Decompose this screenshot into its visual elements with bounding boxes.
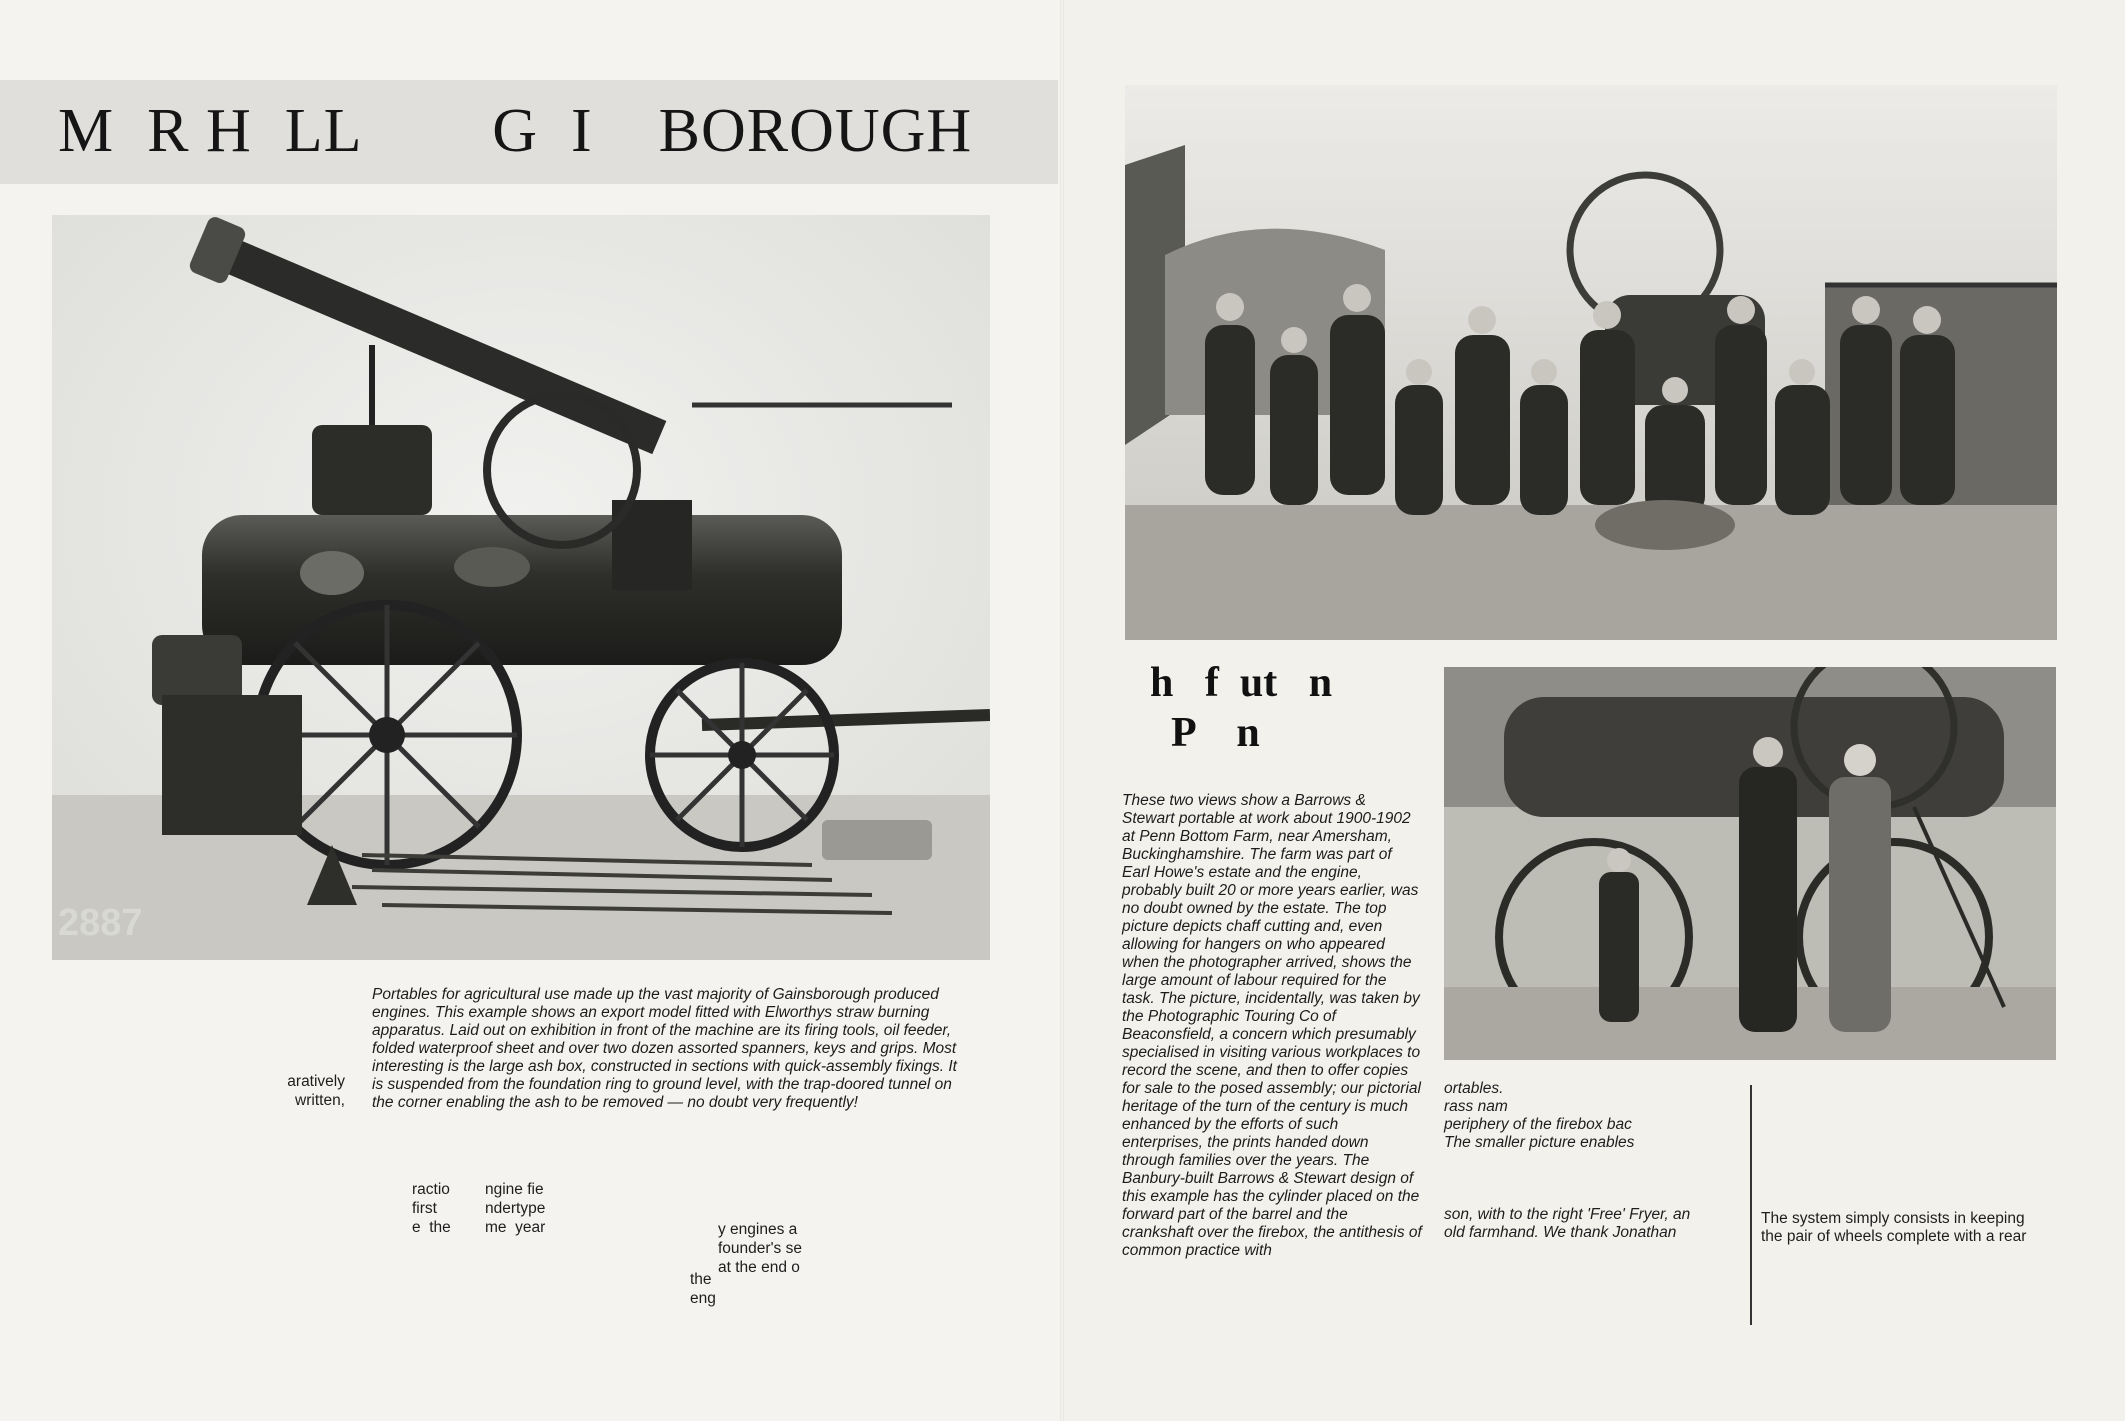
barrows-stewart-caption-text: These two views show a Barrows & Stewart portable at work about 1900-1902 at Penn Bottom Farm, near Amersham, Buckinghamshire. The farm was part of Earl Howe's estate and the engine, probably built 20 or more years earlier, was no doubt owned by the estate. The top picture depicts chaff cutting and, even allowing for hangers on who appeared when the photographer arrived, shows the large amount of labour required for the task. The picture, incidentally, was taken by the Photographic Touring Co of Beaconsfield, a concern which presumably specialised in visiting various workplaces to record the scene, and then to offer copies for sale to the posed assembly; our pictorial heritage of the turn of the century is much enhanced by the efforts of such enterprises, the prints handed down through families over the years. The Banbury-built Barrows & Stewart design of this example has the cylinder placed on the forward part of the barrel and the crankshaft over the firebox, the antithesis of common practice with [1122, 792, 1422, 1259]
section-heading: h f ut n P n [1150, 660, 1333, 756]
column3-fragment-top: ortables. rass nam periphery of the firebox bac The smaller picture enables [1444, 1080, 1635, 1151]
column-fragment-right-bottom: the eng [690, 1271, 716, 1307]
column-fragment-mid: ngine fie ndertype me year [485, 1181, 546, 1236]
threshing-crew-photo [1125, 85, 2057, 640]
engine-caption-text: Portables for agricultural use made up the vast majority of Gainsborough produced engines. This example shows an export model fitted with Elworthys straw burning apparatus. Laid out on exhibition in front of the machine are its firing tools, oil feeder, folded waterproof sheet and over two dozen assorted spanners, keys and grips. Most interesting is the large ash box, constructed in sections with quick-assembly fixings. It is suspended from the foundation ring to ground level, with the trap-doored tunnel on the corner enabling the ash to be removed — no doubt very frequently! [372, 986, 957, 1111]
margin-fragment: aratively written, [287, 1073, 345, 1109]
barrows-stewart-caption [1122, 792, 1422, 1260]
plate-number: 2887 [58, 902, 143, 944]
engine-with-men-photo [1444, 667, 2056, 1060]
column-divider [1750, 1085, 1752, 1325]
page-gutter [1060, 0, 1064, 1421]
column-fragment-right-top: y engines a founder's se at the end o [718, 1221, 802, 1276]
engine-with-men-illustration [1444, 667, 2056, 1060]
column3-fragment-bottom: son, with to the right 'Free' Fryer, an old farmhand. We thank Jonathan [1444, 1206, 1691, 1241]
portable-engine-photo [52, 215, 990, 960]
threshing-crew-illustration [1125, 85, 2057, 640]
page-title: M R H LL G I BOROUGH [58, 97, 973, 165]
column-fragment-left: ractio first e the [412, 1181, 451, 1236]
engine-caption [372, 986, 972, 1112]
column4-fragment: The system simply consists in keeping the pair of wheels complete with a rear [1761, 1210, 2027, 1245]
portable-engine-illustration [52, 215, 990, 960]
